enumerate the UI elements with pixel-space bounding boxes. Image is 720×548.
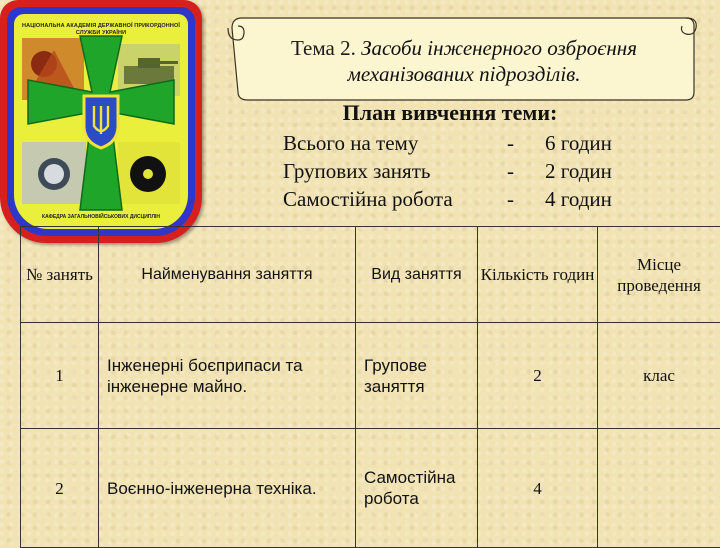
plan-row-label: Всього на тему — [283, 131, 418, 156]
header-number: № занять — [21, 227, 99, 323]
header-place: Місце проведення — [598, 227, 720, 323]
cell-place — [598, 429, 720, 548]
plan-row-dash: - — [507, 159, 514, 184]
table-header-row — [21, 227, 720, 323]
cell-name: Інженерні боєприпаси та інженерне майно. — [99, 323, 356, 429]
header-type: Вид заняття — [356, 227, 478, 323]
cell-name: Воєнно-інженерна техніка. — [99, 429, 356, 548]
plan-row-value: 6 годин — [545, 131, 612, 156]
cell-hours: 2 — [478, 323, 598, 429]
title-scroll — [224, 14, 698, 106]
academy-emblem — [0, 0, 202, 243]
topic-label: Тема 2. — [291, 36, 356, 60]
plan-row-dash: - — [507, 131, 514, 156]
cell-number: 2 — [21, 429, 99, 548]
cell-type: Групове заняття — [356, 323, 478, 429]
cell-place: клас — [598, 323, 720, 429]
plan-row-label: Групових занять — [283, 159, 430, 184]
cell-hours: 4 — [478, 429, 598, 548]
plan-row-value: 2 годин — [545, 159, 612, 184]
topic-text: Засоби інженерного озброєння механізованих підрозділів. — [347, 36, 637, 86]
header-name: Найменування заняття — [99, 227, 356, 323]
emblem-top-text: НАЦІОНАЛЬНА АКАДЕМІЯ ДЕРЖАВНОЇ ПРИКОРДОННОЇ СЛУЖБИ УКРАЇНИ — [16, 23, 186, 37]
cell-number: 1 — [21, 323, 99, 429]
plan-row-label: Самостійна робота — [283, 187, 453, 212]
table-row — [21, 323, 720, 429]
emblem-graphic — [14, 14, 188, 229]
emblem-bottom-text: КАФЕДРА ЗАГАЛЬНОВІЙСЬКОВИХ ДИСЦИПЛІН — [16, 214, 186, 220]
emblem-field — [14, 14, 188, 229]
plan-title: План вивчення теми: — [300, 100, 600, 126]
cell-type: Самостійна робота — [356, 429, 478, 548]
table-row — [21, 429, 720, 548]
topic-title — [254, 35, 674, 87]
header-hours: Кількість годин — [478, 227, 598, 323]
plan-row-value: 4 годин — [545, 187, 612, 212]
lessons-table — [20, 226, 720, 548]
plan-row-dash: - — [507, 187, 514, 212]
